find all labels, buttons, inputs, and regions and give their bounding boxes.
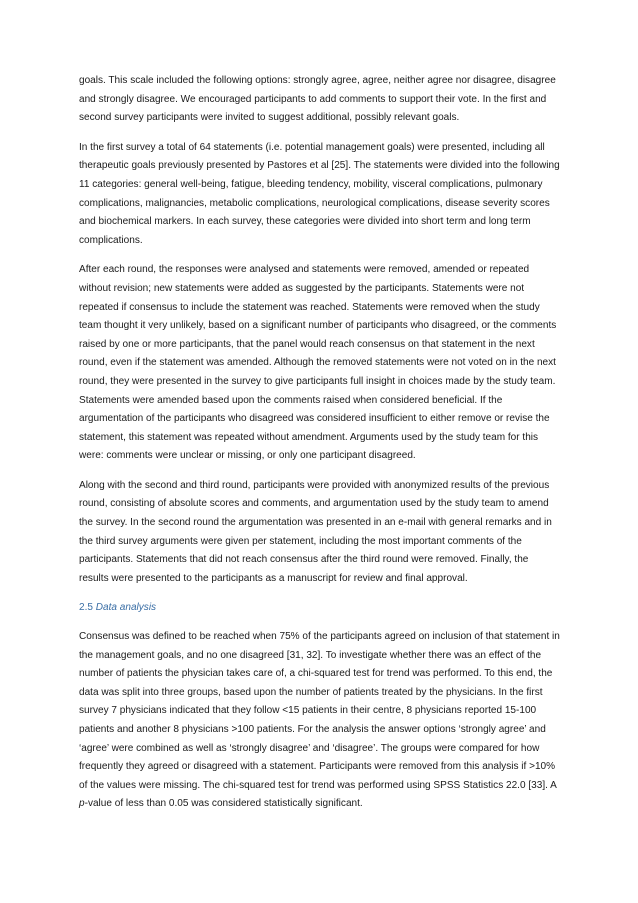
paragraph-round-analysis: After each round, the responses were analysed and statements were removed, amended or repeated without revision; new statements were added as suggested by the participants. Statements were not repeated if consensus to include the statement was reached. Statements were removed when the study team thought it very unlikely, based on a significant number of participants who disagreed, or the comments raised by one or more participants, that the panel would reach consensus on that statement in the next round, even if the statement was amended. Although the removed statements were not voted on in the next round, they were presented in the survey to give participants full insight in choices made by the study team. Statements were amended based upon the comments raised when considered beneficial. If the argumentation of the participants who disagreed was considered insufficient to either remove or revise the statement, this statement was repeated without amendment. Arguments used by the study team for this were: comments were unclear or missing, or only one participant disagreed. [79,264,557,462]
paragraph-consensus-definition [79,628,560,814]
p-value-italic: p [79,798,85,810]
section-heading-data-analysis [79,599,560,618]
paragraph-consensus-text: Consensus was defined to be reached when 75% of the participants agreed on inclusion of that statement in the management goals, and no one disagreed [31, 32]. To investigate whether there was an effect of the number of patients the physician takes care of, a chi-squared test for trend was performed. To this end, the data was split into three groups, based upon the number of patients treated by the physicians. In the first survey 7 physicians indicated that they follow <15 patients in their centre, 8 physicians reported 15-100 patients and another 8 physicians >100 patients. For the analysis the answer options ‘strongly agree’ and ‘agree’ were combined as well as ‘strongly disagree’ and ‘disagree’. The groups were compared for how frequently they agreed or disagreed with a statement. Participants were removed from this analysis if >10% of the values were missing. The chi-squared test for trend was performed using SPSS Statistics 22.0 [33]. A [79,631,560,791]
document-page [79,72,560,825]
section-title: Data analysis [95,602,157,614]
paragraph-feedback-rounds: Along with the second and third round, participants were provided with anonymized results of the previous round, consisting of absolute scores and comments, and argumentation used by the study team to amend the survey. In the second round the argumentation was presented in an e-mail with general remarks and in the third survey arguments were given per statement, including the most important comments of the participants. Statements that did not reach consensus after the third round were removed. Finally, the results were presented to the participants as a manuscript for review and final approval. [79,479,552,584]
paragraph-first-survey: In the first survey a total of 64 statements (i.e. potential management goals) were presented, including all therapeutic goals previously presented by Pastores et al [25]. The statements were divided into the following 11 categories: general well-being, fatigue, bleeding tendency, mobility, visceral complications, pulmonary complications, malignancies, metabolic complications, neurological complications, disease severity scores and biochemical markers. In each survey, these categories were divided into short term and long term complications. [79,141,560,246]
section-number: 2.5 [79,602,93,614]
paragraph-consensus-end: -value of less than 0.05 was considered statistically significant. [84,798,363,810]
paragraph-scale-options: goals. This scale included the following options: strongly agree, agree, neither agree nor disagree, disagree and strongly disagree. We encouraged participants to add comments to support their vote. In the first and second survey participants were invited to suggest additional, possibly relevant goals. [79,75,556,124]
